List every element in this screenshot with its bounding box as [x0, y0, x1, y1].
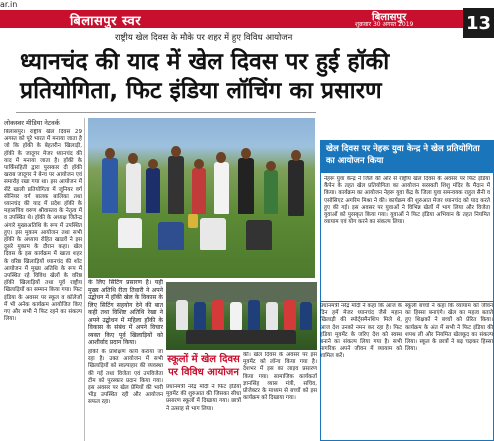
trophy-icon [188, 214, 198, 228]
edition-city: बिलासपुर [372, 12, 407, 23]
player-figure [214, 162, 229, 214]
article-column-2b: हॉकी के प्रशिक्षण कार्य कराया जा रहा है। उक्त आयोजन में सभी खिलाड़ियों को स्वल्पाहार की व्यवस्था की गई तथा विजेता एवं उपविजेता टीम को पुरस्कार प्रदान किया गया। इस अवसर पर खेल प्रेमियों की भारी भीड़ उपस्थित रही और आयोजन सफल रहा। [88, 349, 163, 406]
sidebar-box-divider [320, 301, 494, 302]
article-column-2a: के लिए सिटिंग प्रसारण है। यही मुख्य अतिथि रीता तिवारी ने अपने उद्बोधन में हॉकी खेल के विकास के लिए सिटिंग सहयोग देने की बात कही तथा विशिष्ट अतिथि रेखा ने अपने उद्बोधन में महिला हॉकी के विकास के संबंध में अपने विचार व्यक्त किए पूर्व खिलाड़ियों को आशीर्वाद प्रदान किया। [88, 279, 163, 346]
player-figure [266, 302, 278, 330]
player-head [128, 153, 138, 164]
player-figure [200, 218, 226, 250]
article-column-6: स्कूली बच्चों ने कहा कि व्यायाम को जीवन का हिस्सा बनाएंगे। खेल का महत्व बताते हुए शिक्षकों ने बच्चों को प्रेरित किया। कार्यक्रम के अंत में सभी ने फिट इंडिया की शपथ ली और नियमित खेलकूद का संकल्प लिया। स्कूल के छात्रों ने बढ़ चढ़कर हिस्सा लिया। [405, 303, 493, 353]
player-head [194, 159, 204, 169]
player-figure [118, 218, 142, 248]
column-divider [84, 118, 85, 441]
player-figure [158, 222, 184, 250]
player-head [148, 159, 158, 169]
article-column-4: की। खेल दिवस के अवसर पर इस मूवमेंट को लॉन्च किया गया है। देशभर में इस का लाइव प्रसारण किया गया। सामाजिक कार्यकर्ता ज्ञानसिंह व्यास मंत्री, सचिव, प्रोजेक्टर के माध्यम से बच्चों को इस कार्यक्रम को दिखाया गया। [243, 352, 317, 402]
player-figure [288, 160, 304, 216]
article-column-3: प्रधानमंत्री नरेंद्र मोदी ने फिट इंडिया मूवमेंट की शुरुआत की जिसका सीधा प्रसारण स्कूलों में दिखाया गया। छात्रों ने उत्साह से भाग लिया। [166, 384, 241, 412]
player-figure [168, 156, 184, 214]
article-column-5: प्रधानमंत्री नरेंद्र मोदी ने कहा कि आज के दिन हमें मेजर ध्यानचंद जैसे महान खिलाड़ी की स्पोर्ट्समैनशिप मिले थे, आज देश उनको नमन कर रहा है। फिट इंडिया मूवमेंट के जरिए देश को स्वस्थ बनाने का संकल्प लिया गया है। सभी नागरिक अपने जीवन में व्यायाम को शामिल करें। [320, 303, 402, 360]
hockey-team-photo [166, 282, 317, 350]
player-head [241, 148, 251, 159]
player-figure [300, 302, 312, 330]
player-figure [212, 300, 224, 330]
player-head [216, 152, 226, 163]
front-row-players [186, 330, 296, 344]
headline-line-1: ध्यानचंद की याद में खेल दिवस पर हुई हॉकी [20, 49, 390, 75]
player-figure [248, 300, 260, 330]
team-group-photo [88, 118, 315, 278]
article-column-1: बिलासपुर। राष्ट्रीय खेल दिवस 29 अगस्त को पूरे भारत में मनाया जाता है जो कि हॉकी के बेहतरीन खिलाड़ी, हॉकी के जादूगर मेजर ध्यानचंद की याद में मनाया जाता है। हॉकी के पार्किंसहिती द्वारा पुरस्कार दी हॉकी खराब जादूगर ने बेन्च पर आयोजन एवं समारोह रखा गया था। इस आयोजन में सेंटे खाली प्रतियोगिता में जूनियर वर्ग सीनियर वर्ग बालक बालिका तथा ध्यानचंद की याद में प्रदेश हॉकी के महासचिव वरुण श्रीवास्तव के नेतृत्व में व उपस्थित थे। हॉकी के अध्यक्ष जितेन्द्र अंगारे मुख्यअतिथि के रूप में उपस्थित हुए। इस मुकाम आयोजन तथा सभी हॉकी के अध्याय रोहित खाडवें ने इस दूसरे मुकाम के दौरान कहा। खेल दिवस के इस कार्यक्रम में खाता शहर के वरिष्ठ खिलाड़ियों ध्यानचंद की शॉट आयोजन में मुख्य अतिथि के रूप में उपस्थित रहे विविध खेलों के वरिष्ठ हॉकी खिलाड़ियों तथा पूर्व राष्ट्रीय खिलाड़ियों का सम्मान किया गया। फिट इंडिया के अवसर पर स्कूल व कॉलेजों में भी अनेक कार्यक्रम आयोजित किए गए और सभी ने फिट रहने का संकल्प लिया। [4, 129, 82, 323]
photo-background-wall [166, 282, 317, 302]
player-head [105, 148, 115, 159]
player-figure [192, 168, 206, 214]
sidebar-box-title: खेल दिवस पर नेहरू युवा केन्द्र ने खेल प्रतियोगिता का आयोजन किया [320, 140, 494, 173]
player-figure [230, 302, 242, 330]
site-domain-fragment: ar.in [0, 0, 18, 9]
headline-divider [16, 112, 316, 113]
player-head [291, 150, 301, 161]
article-headline [20, 48, 480, 106]
player-figure [264, 170, 278, 214]
player-figure [238, 158, 254, 214]
page-number: 13 [463, 8, 494, 38]
headline-line-2: प्रतियोगिता, फिट इंडिया लॉचिंग का प्रसारण [20, 78, 382, 104]
schools-subheading: स्कूलों में खेल दिवस पर विविध आयोजन [167, 354, 240, 378]
player-figure [284, 300, 296, 330]
newspaper-name: बिलासपुर स्वर [70, 14, 142, 29]
player-figure [246, 220, 272, 250]
player-figure [194, 302, 206, 330]
player-figure [102, 158, 118, 213]
article-byline: लोकस्वर मीडिया नेटवर्क [4, 119, 60, 127]
player-head [266, 161, 276, 171]
sidebar-box-text: नेहरू युवा केन्द्र ने जिले की ओर से राष्ट्रीय खेल दिवस के अवसर पर फिट इंडिया कैंपेन के तहत खेल प्रतियोगिता का आयोजन सरस्वती शिशु मंदिर के मैदान में किया। कार्यक्रम का आयोजन नेहरू युवा केंद्र के जिला युवा समन्वयक राहुल सैनी व एसोसिएट अगरिम मिश्रा ने की। कार्यक्रम की शुरुआत मेजर ध्यानचंद को याद करते हुए की गई। इस अवसर पर युवाओं ने विभिन्न खेलों में भाग लिया और विजेता युवाओं को पुरस्कृत किया गया। युवाओं ने फिट इंडिया अभियान के तहत नियमित व्यायाम एवं योग करने का संकल्प लिया। [324, 176, 490, 226]
article-kicker: राष्ट्रीय खेल दिवस के मौके पर शहर में हुए विविध आयोजन [115, 33, 293, 43]
player-figure [146, 168, 160, 213]
player-figure [176, 300, 188, 330]
edition-date: शुक्रवार 30 अगस्त 2019 [355, 21, 414, 28]
player-head [171, 146, 181, 157]
player-figure [126, 163, 141, 213]
